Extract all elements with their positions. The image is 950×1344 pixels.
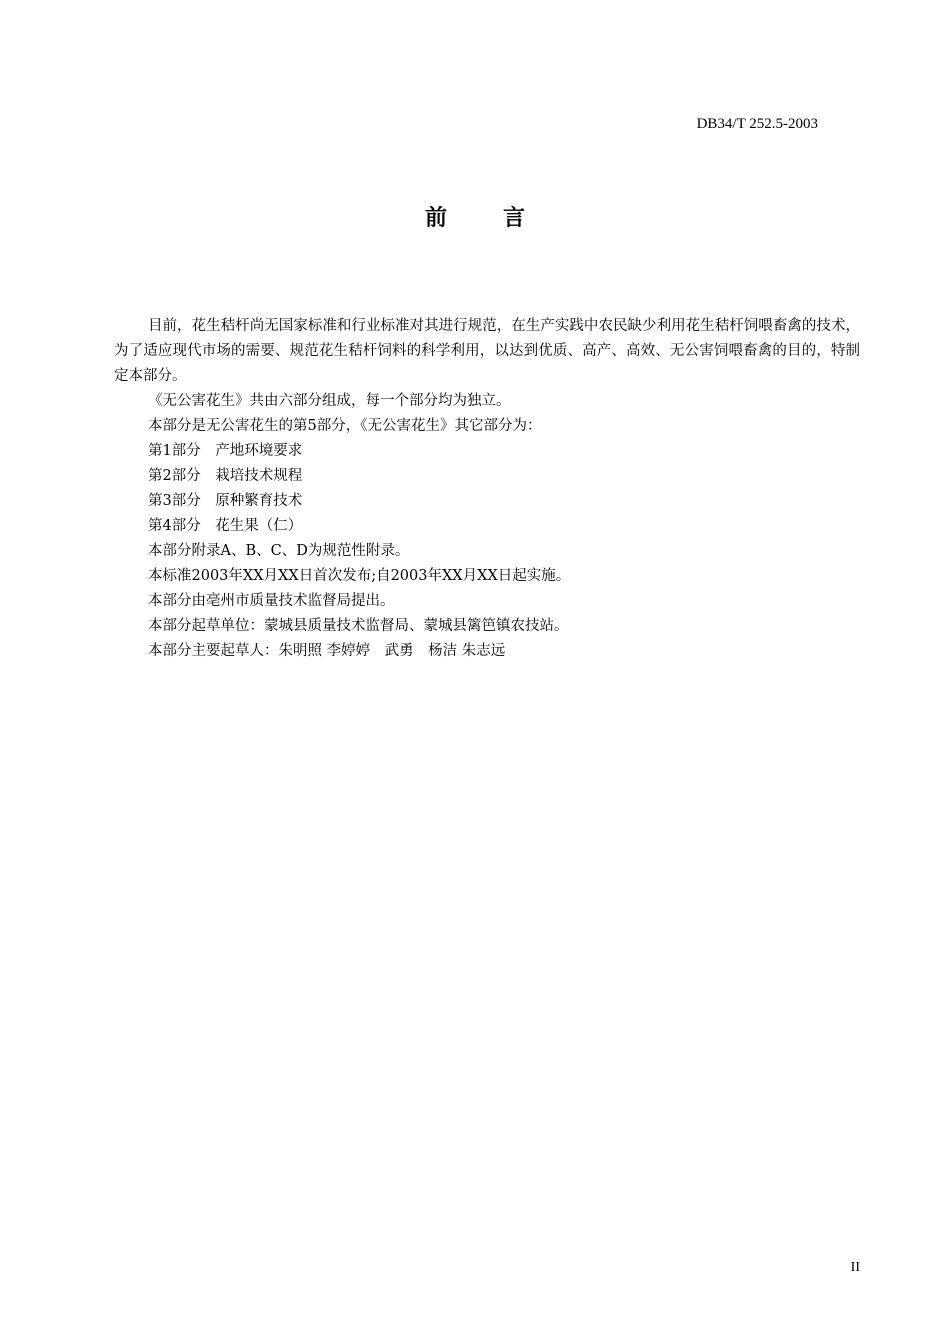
text-line-parts-overview: 《无公害花生》共由六部分组成，每一个部分均为独立。 (148, 393, 511, 409)
list-item-part-1: 第1部分 产地环境要求 (148, 443, 303, 459)
list-item-part-3: 第3部分 原种繁育技术 (148, 493, 303, 509)
list-item-part-4: 第4部分 花生果（仁） (148, 518, 303, 534)
text-line-release-date: 本标准2003年XX月XX日首次发布;自2003年XX月XX日起实施。 (148, 568, 571, 584)
page-title: 前言 (424, 206, 581, 231)
document-code: DB34/T 252.5-2003 (696, 116, 818, 132)
page-number: II (850, 1260, 860, 1275)
text-line-drafters: 本部分主要起草人：朱明照 李婷婷 武勇 杨洁 朱志远 (148, 643, 506, 659)
text-line-drafting-units: 本部分起草单位：蒙城县质量技术监督局、蒙城县篱笆镇农技站。 (148, 618, 569, 634)
foreword-body (114, 314, 860, 664)
intro-paragraph: 目前，花生秸杆尚无国家标准和行业标准对其进行规范，在生产实践中农民缺少利用花生秸杆饲喂畜禽的技术，为了适应现代市场的需要、规范花生秸杆饲料的科学利用，以达到优质、高产、高效、无公害饲喂畜禽的目的，特制定本部分。 (114, 318, 860, 384)
list-item-part-2: 第2部分 栽培技术规程 (148, 468, 303, 484)
text-line-appendix: 本部分附录A、B、C、D为规范性附录。 (148, 543, 410, 559)
text-line-part-position: 本部分是无公害花生的第5部分，《无公害花生》其它部分为： (148, 418, 542, 434)
text-line-proposer: 本部分由亳州市质量技术监督局提出。 (148, 593, 395, 609)
